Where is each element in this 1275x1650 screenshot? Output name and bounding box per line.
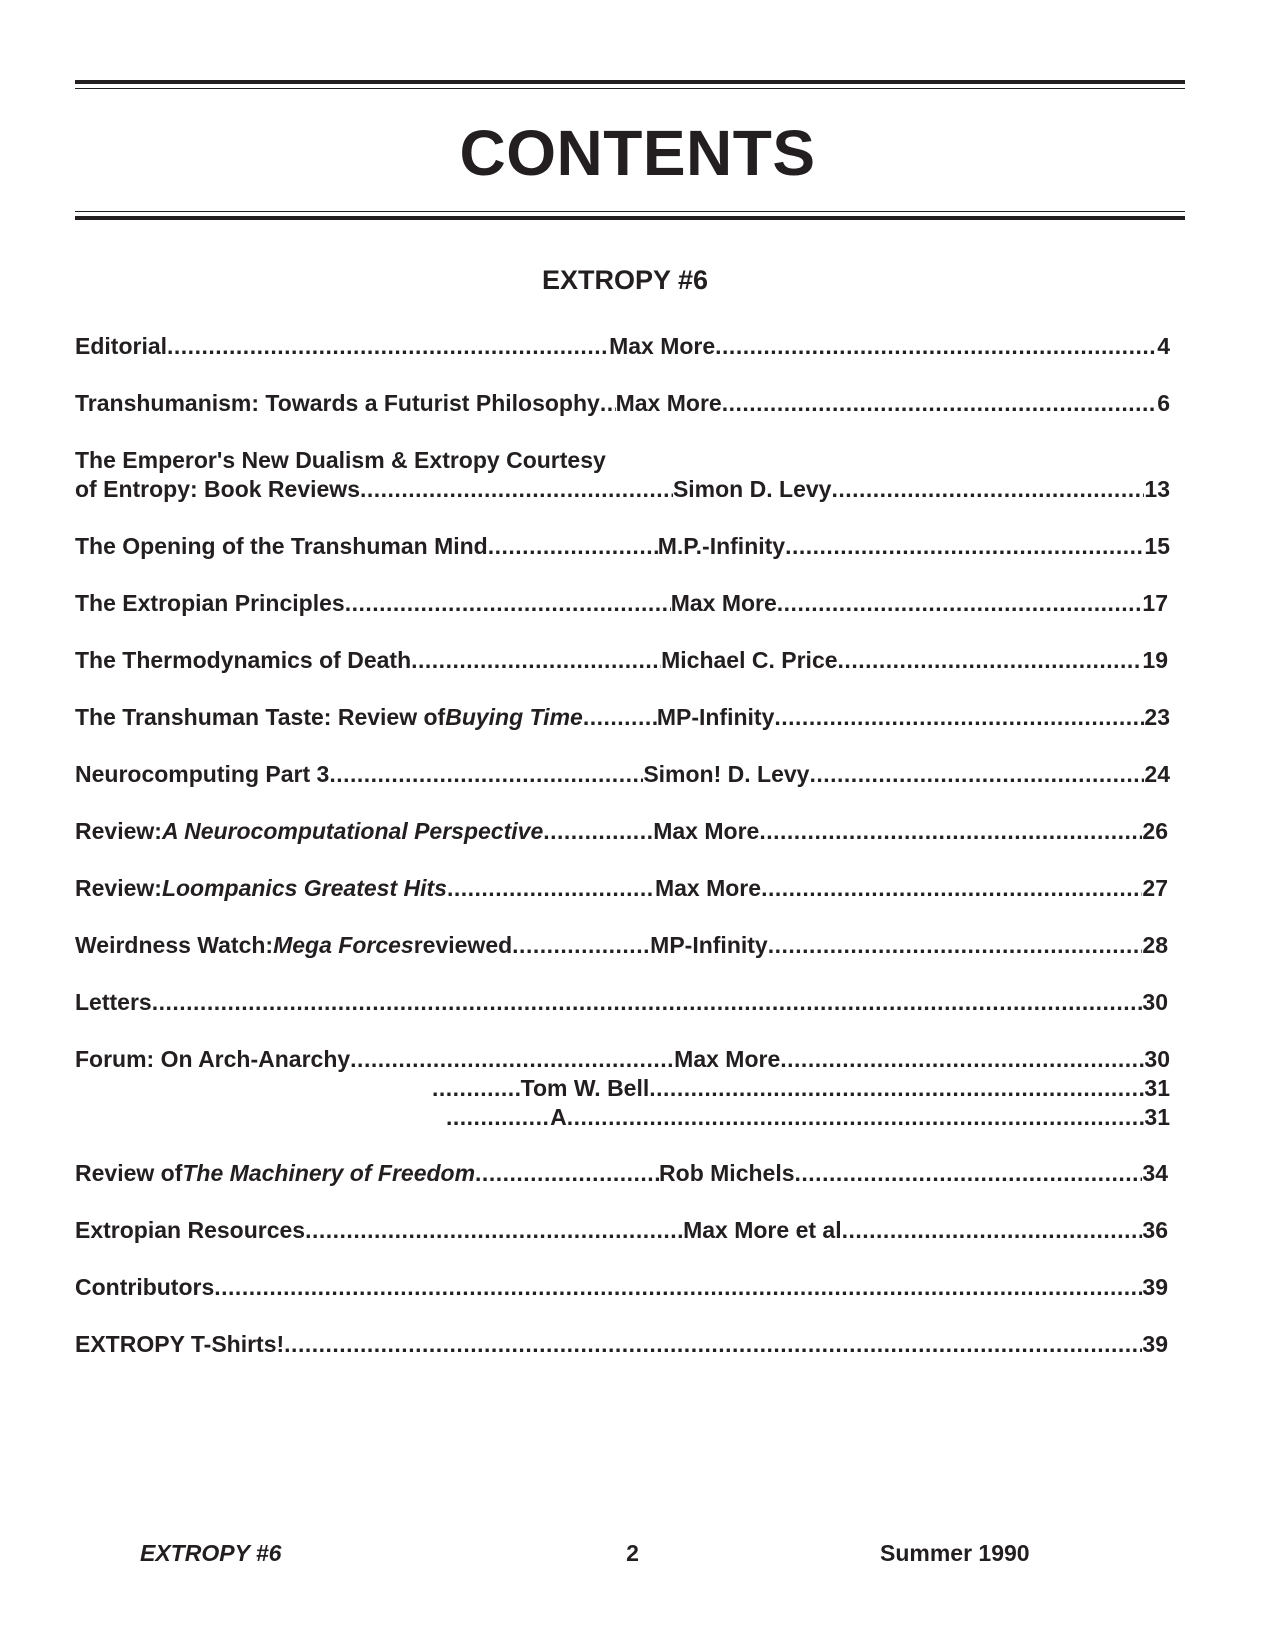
leader-dots: [432, 1073, 521, 1103]
toc-author: M.P.-Infinity: [657, 533, 786, 559]
toc-entry-resources: [75, 1215, 1168, 1245]
leader-dots: [446, 1102, 550, 1132]
toc-page: 23: [1144, 704, 1170, 730]
toc-author: Simon! D. Levy: [643, 761, 810, 787]
toc-title: of Entropy: Book Reviews: [75, 476, 360, 502]
toc-page: 39: [1142, 1274, 1168, 1300]
toc-page: 6: [1157, 390, 1170, 416]
leader-dots: [795, 1158, 1143, 1188]
top-rule-thin: [75, 88, 1185, 89]
toc-entry-editorial: [75, 331, 1170, 361]
footer-date: Summer 1990: [880, 1540, 1030, 1566]
toc-author: Max More: [609, 333, 716, 359]
toc-title: Review:: [75, 818, 162, 844]
toc-page: 30: [1142, 989, 1168, 1015]
toc-entry-opening: [75, 531, 1170, 561]
toc-title: Review of: [75, 1160, 183, 1186]
leader-dots: [152, 987, 1143, 1017]
toc-entry-transhuman-taste: [75, 702, 1170, 732]
toc-title: The Thermodynamics of Death: [75, 647, 412, 673]
leader-dots: [411, 645, 661, 675]
toc-author: Max More: [654, 875, 762, 901]
toc-page: 26: [1142, 818, 1168, 844]
leader-dots: [780, 1044, 1144, 1074]
mid-rule-thin: [75, 211, 1185, 212]
toc-entry-letters: [75, 987, 1168, 1017]
leader-dots: [512, 930, 650, 960]
page-title: CONTENTS: [459, 117, 816, 189]
toc-entry-contributors: [75, 1272, 1168, 1302]
toc-page: 13: [1144, 476, 1170, 502]
toc-title-italic: A Neurocomputational Perspective: [161, 818, 544, 844]
toc-entry-forum: [75, 1044, 1170, 1074]
toc-page: 39: [1142, 1331, 1168, 1357]
mid-rule-thick: [75, 216, 1185, 220]
toc-title: The Transhuman Taste: Review of: [75, 704, 446, 730]
toc-author: MP-Infinity: [656, 704, 775, 730]
leader-dots: [774, 702, 1144, 732]
toc-page: 34: [1142, 1160, 1168, 1186]
leader-dots: [360, 474, 673, 504]
leader-dots: [842, 1215, 1143, 1245]
toc-entry-transhumanism: [75, 388, 1170, 418]
toc-page: 30: [1144, 1046, 1170, 1072]
toc-author: Max More: [653, 818, 760, 844]
toc-page: 24: [1144, 761, 1170, 787]
toc-author: Max More: [670, 590, 777, 616]
toc-entry-neurocomputing: [75, 759, 1170, 789]
toc-entry-thermodynamics: [75, 645, 1168, 675]
toc-title-italic: The Machinery of Freedom: [182, 1160, 476, 1186]
toc-page: 31: [1144, 1104, 1170, 1130]
leader-dots: [761, 873, 1142, 903]
toc-page: 4: [1157, 333, 1170, 359]
leader-dots: [785, 531, 1144, 561]
toc-author: Tom W. Bell: [520, 1075, 650, 1101]
toc-author: Max More et al: [683, 1217, 842, 1243]
toc-title: Weirdness Watch:: [75, 932, 274, 958]
footer-issue: EXTROPY #6: [140, 1540, 282, 1566]
footer-page-number: 2: [626, 1540, 639, 1566]
toc-entry-tshirts: [75, 1329, 1168, 1359]
toc-title: Contributors: [75, 1274, 215, 1300]
leader-dots: [214, 1272, 1142, 1302]
toc-entry-emperor-line2: [75, 474, 1170, 504]
toc-page: 19: [1142, 647, 1168, 673]
issue-heading: EXTROPY #6: [541, 265, 709, 295]
toc-title: Editorial: [75, 333, 168, 359]
toc-title: Transhumanism: Towards a Futurist Philosophy: [75, 390, 600, 416]
leader-dots: [768, 930, 1143, 960]
leader-dots: [649, 1073, 1144, 1103]
toc-author: A: [550, 1104, 567, 1130]
toc-title: Letters: [75, 989, 152, 1015]
toc-entry-emperor-line1: [75, 445, 1170, 475]
toc-title: The Extropian Principles: [75, 590, 345, 616]
toc-title: EXTROPY T-Shirts!: [75, 1331, 285, 1357]
toc-author: MP-Infinity: [650, 932, 768, 958]
toc-entry-review-neurocomputational: [75, 816, 1168, 846]
toc-title: Forum: On Arch-Anarchy: [75, 1046, 351, 1072]
toc-title: The Emperor's New Dualism & Extropy Courtesy: [75, 447, 606, 473]
toc-title-italic: Loompanics Greatest Hits: [161, 875, 447, 901]
toc-author: Rob Michels: [659, 1160, 795, 1186]
toc-entry-principles: [75, 588, 1168, 618]
leader-dots: [583, 702, 657, 732]
leader-dots: [777, 588, 1143, 618]
leader-dots: [809, 759, 1144, 789]
leader-dots: [284, 1329, 1142, 1359]
leader-dots: [715, 331, 1157, 361]
toc-title: Neurocomputing Part 3: [75, 761, 330, 787]
toc-page: 27: [1142, 875, 1168, 901]
leader-dots: [350, 1044, 674, 1074]
toc-title: The Opening of the Transhuman Mind: [75, 533, 488, 559]
toc-entry-forum-a: [446, 1102, 1170, 1132]
toc-page: 15: [1144, 533, 1170, 559]
leader-dots: [600, 388, 616, 418]
top-rule-thick: [75, 80, 1185, 84]
leader-dots: [543, 816, 653, 846]
leader-dots: [567, 1102, 1145, 1132]
leader-dots: [305, 1215, 683, 1245]
leader-dots: [831, 474, 1144, 504]
toc-author: Simon D. Levy: [672, 476, 832, 502]
leader-dots: [329, 759, 643, 789]
leader-dots: [722, 388, 1158, 418]
toc-entry-review-loompanics: [75, 873, 1168, 903]
toc-page: 17: [1142, 590, 1168, 616]
toc-page: 36: [1142, 1217, 1168, 1243]
toc-author: Max More: [615, 390, 722, 416]
leader-dots: [759, 816, 1142, 846]
toc-entry-weirdness-watch: [75, 930, 1168, 960]
toc-title: Review:: [75, 875, 162, 901]
toc-entry-machinery: [75, 1158, 1168, 1188]
toc-author: Michael C. Price: [661, 647, 838, 673]
toc-page: 31: [1144, 1075, 1170, 1101]
toc-title: Extropian Resources: [75, 1217, 306, 1243]
toc-entry-forum-bell: [432, 1073, 1170, 1103]
toc-page: 28: [1142, 932, 1168, 958]
toc-author: Max More: [674, 1046, 781, 1072]
leader-dots: [447, 873, 655, 903]
leader-dots: [488, 531, 658, 561]
toc-title-italic: Buying Time: [445, 704, 583, 730]
toc-title-italic: Mega Forces: [273, 932, 414, 958]
toc-title-suffix: reviewed: [413, 932, 513, 958]
leader-dots: [475, 1158, 659, 1188]
leader-dots: [838, 645, 1143, 675]
leader-dots: [345, 588, 671, 618]
leader-dots: [167, 331, 609, 361]
